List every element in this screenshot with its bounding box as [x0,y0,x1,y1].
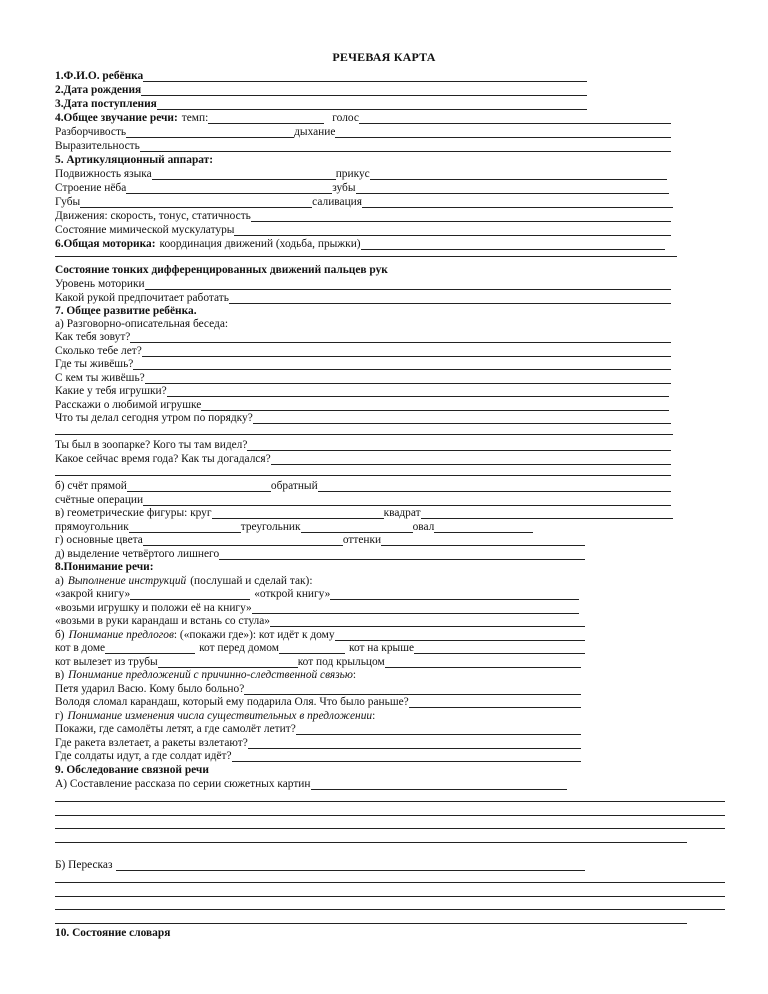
soldiers-blank[interactable] [232,751,581,762]
movements-label: Движения: скорость, тонус, статичность [55,210,251,222]
counting-field [55,480,671,493]
expression-blank[interactable] [140,141,671,152]
q-morning-blank[interactable] [253,413,671,424]
from-pipe-label: кот вылезет из трубы [55,656,158,668]
q-zoo-field [55,439,671,452]
fio-blank[interactable] [143,71,587,82]
causal-title: Понимание предложений с причинно-следственной связью [68,669,353,681]
volodya-blank[interactable] [409,697,581,708]
q-age-blank[interactable] [142,346,671,357]
q-favorite-toy-blank[interactable] [201,400,669,411]
to-house-blank[interactable] [335,630,585,641]
q-season-field [55,453,671,466]
prepositions-suffix: : («покажи где»): кот идёт к дому [173,629,335,641]
q-favorite-toy-label: Расскажи о любимой игрушке [55,399,202,411]
petya-blank[interactable] [244,684,581,695]
rocket-blank[interactable] [248,738,581,749]
bite-label: прикус [335,168,370,180]
instructions-title: Выполнение инструкций [67,575,187,587]
coherent-speech-heading [55,764,455,777]
count-ops-field [55,494,671,507]
colors-blank[interactable] [143,535,343,546]
breath-label: дыхание [294,126,336,138]
clarity-blank[interactable] [126,127,294,138]
preferred-hand-label: Какой рукой предпочитает работать [55,292,229,304]
retelling-line-1[interactable] [55,882,725,883]
clarity-label: Разборчивость [55,126,127,138]
lips-blank[interactable] [80,197,312,208]
soldiers-label: Где солдаты идут, а где солдат идёт? [55,750,232,762]
q-name-label: Как тебя зовут? [55,331,131,343]
morning-extra-line[interactable] [55,434,673,435]
q-morning-label: Что ты делал сегодня утром по порядку? [55,412,253,424]
palate-label: Строение нёба [55,182,127,194]
toy-book-field [55,602,579,615]
shades-label: оттенки [342,534,382,546]
dob-blank[interactable] [141,85,587,96]
motor-level-field [55,278,671,291]
voice-blank[interactable] [359,113,671,124]
shapes-field [55,507,673,520]
q-home-label: Где ты живёшь? [55,358,134,370]
fine-motor-heading [55,264,615,277]
oval-label: овал [412,521,435,533]
instructions-heading [55,575,555,588]
in-house-blank[interactable] [105,643,195,654]
q-toys-label: Какие у тебя игрушки? [55,385,167,397]
clarity-field [55,126,671,139]
retelling-blank[interactable] [116,860,585,871]
bite-blank[interactable] [370,169,667,180]
tongue-blank[interactable] [152,169,336,180]
q-home-blank[interactable] [133,359,671,370]
mimic-label: Состояние мимической мускулатуры [55,224,235,236]
tempo-label: темп: [181,112,209,124]
general-dev-heading [55,305,455,318]
voice-label: голос [332,112,359,124]
number-title: Понимание изменения числа существительных в предложении [67,710,373,722]
triangle-label: треугольник [240,521,301,533]
close-book-blank[interactable] [130,589,250,600]
conversation-heading [55,318,455,331]
saliva-blank[interactable] [362,197,673,208]
toy-book-blank[interactable] [252,603,579,614]
house-positions-field [55,642,585,655]
counting-label: б) счёт прямой [55,480,127,492]
q-home-field [55,358,671,371]
document-title: РЕЧЕВАЯ КАРТА [332,50,436,64]
expression-field [55,140,671,153]
conversation-title: а) Разговорно-описательная беседа: [55,318,229,330]
retelling-line-4[interactable] [55,923,687,924]
pencil-label: «возьми в руки карандаш и встань со стула» [55,615,270,627]
story-blank[interactable] [311,779,568,790]
story-line-4[interactable] [55,842,687,843]
q-family-field [55,372,671,385]
coherent-speech-title: 9. Обследование связной речи [55,764,209,776]
expression-label: Выразительность [55,140,140,152]
dob-field [55,84,587,97]
q-zoo-blank[interactable] [247,440,671,451]
retelling-line-2[interactable] [55,896,725,897]
counting-reverse-blank[interactable] [318,481,671,492]
vocabulary-title: 10. Состояние словаря [55,927,171,939]
dob-label: 2.Дата рождения [55,84,142,96]
square-blank[interactable] [421,508,673,519]
count-ops-label: счётные операции [55,494,144,506]
plane-field [55,723,581,736]
q-zoo-label: Ты был в зоопарке? Кого ты там видел? [55,439,248,451]
q-toys-field [55,385,669,398]
teeth-label: зубы [332,182,356,194]
instructions-prefix: а) [55,575,64,587]
preferred-hand-blank[interactable] [229,293,671,304]
lips-label: Губы [55,196,81,208]
palate-field [55,182,669,195]
number-heading [55,710,615,723]
arrival-label: 3.Дата поступления [55,98,157,110]
pencil-blank[interactable] [270,616,585,627]
story-field [55,778,567,791]
q-favorite-toy-field [55,399,669,412]
triangle-blank[interactable] [301,522,413,533]
in-house-label: кот в доме [55,642,106,654]
q-season-blank[interactable] [271,454,671,465]
q-family-label: С кем ты живёшь? [55,372,145,384]
motor-level-blank[interactable] [145,279,671,290]
fio-field [55,70,587,83]
circle-blank[interactable] [212,508,384,519]
before-house-label: кот перед домом [199,642,279,654]
tongue-field [55,168,667,181]
story-label: А) Составление рассказа по серии сюжетных картин [55,778,311,790]
prepositions-title: Понимание предлогов [68,629,174,641]
vocabulary-heading [55,927,455,940]
q-age-label: Сколько тебе лет? [55,345,142,357]
retelling-label: Б) Пересказ [55,859,113,871]
count-ops-blank[interactable] [143,495,671,506]
open-book-label: «открой книгу» [254,588,331,600]
saliva-label: саливация [312,196,363,208]
story-line-3[interactable] [55,828,725,829]
rocket-field [55,737,581,750]
from-pipe-blank[interactable] [158,657,298,668]
speech-sound-field [55,112,671,125]
odd-one-label: д) выделение четвёртого лишнего [55,548,220,560]
petya-label: Петя ударил Васю. Кому было больно? [55,683,245,695]
pipe-porch-field [55,656,581,669]
number-suffix: : [372,710,376,722]
story-line-2[interactable] [55,815,725,816]
q-age-field [55,345,671,358]
colors-label: г) основные цвета [55,534,143,546]
volodya-label: Володя сломал карандаш, который ему подарила Оля. Что было раньше? [55,696,409,708]
number-prefix: г) [55,710,64,722]
odd-one-field [55,548,585,561]
rocket-label: Где ракета взлетает, а ракеты взлетают? [55,737,248,749]
q-season-label: Какое сейчас время года? Как ты догадался? [55,453,271,465]
causal-heading [55,669,615,682]
teeth-blank[interactable] [356,183,669,194]
fio-label: 1.Ф.И.О. ребёнка [55,70,144,82]
book-field [55,588,579,601]
palate-blank[interactable] [126,183,332,194]
q-name-blank[interactable] [130,332,671,343]
speech-sound-label: 4.Общее звучание речи: [55,112,178,124]
q-toys-blank[interactable] [167,386,669,397]
season-extra-line[interactable] [55,475,671,476]
open-book-blank[interactable] [330,589,579,600]
instructions-suffix: (послушай и сделай так): [190,575,313,587]
shades-blank[interactable] [381,535,585,546]
counting-reverse-label: обратный [270,480,318,492]
articulation-heading [55,154,455,167]
prepositions-field [55,629,585,642]
gross-motor-extra-line[interactable] [55,256,677,257]
q-family-blank[interactable] [145,373,671,384]
arrival-blank[interactable] [157,99,587,110]
q-name-field [55,331,671,344]
articulation-title: 5. Артикуляционный аппарат: [55,154,214,166]
lips-field [55,196,673,209]
shapes-label: в) геометрические фигуры: круг [55,507,212,519]
mimic-field [55,224,671,237]
pencil-field [55,615,585,628]
movements-field [55,210,671,223]
square-label: квадрат [383,507,421,519]
prepositions-prefix: б) [55,629,65,641]
tongue-label: Подвижность языка [55,168,152,180]
gross-motor-label: 6.Общая моторика: [55,238,156,250]
causal-suffix: : [352,669,357,681]
mimic-blank[interactable] [234,225,671,236]
odd-one-blank[interactable] [219,549,585,560]
under-porch-blank[interactable] [385,657,581,668]
rectangle-label: прямоугольник [55,521,129,533]
arrival-field [55,98,587,111]
general-dev-title: 7. Общее развитие ребёнка. [55,305,197,317]
counting-forward-blank[interactable] [127,481,271,492]
volodya-field [55,696,581,709]
gross-motor-field [55,238,665,251]
retelling-line-3[interactable] [55,909,725,910]
soldiers-field [55,750,581,763]
plane-label: Покажи, где самолёты летят, а где самолёт летит? [55,723,296,735]
comprehension-title: 8.Понимание речи: [55,561,154,573]
q-morning-field [55,412,671,425]
under-porch-label: кот под крыльцом [297,656,385,668]
fine-motor-title: Состояние тонких дифференцированных движений пальцев рук [55,264,388,276]
shapes-2-field [55,521,533,534]
tempo-blank[interactable] [208,113,324,124]
oval-blank[interactable] [434,522,533,533]
story-line-1[interactable] [55,801,725,802]
before-house-blank[interactable] [279,643,345,654]
breath-blank[interactable] [335,127,671,138]
on-roof-label: кот на крыше [348,642,415,654]
colors-field [55,534,585,547]
causal-prefix: в) [55,669,65,681]
close-book-label: «закрой книгу» [55,588,131,600]
motor-level-label: Уровень моторики [55,278,145,290]
comprehension-heading [55,561,455,574]
petya-field [55,683,581,696]
rectangle-blank[interactable] [129,522,241,533]
retelling-field [55,859,585,872]
toy-book-label: «возьми игрушку и положи её на книгу» [55,602,252,614]
coordination-label: координация движений (ходьба, прыжки) [159,238,361,250]
preferred-hand-field [55,292,671,305]
movements-blank[interactable] [251,211,671,222]
coordination-blank[interactable] [361,239,665,250]
plane-blank[interactable] [296,724,581,735]
on-roof-blank[interactable] [414,643,585,654]
